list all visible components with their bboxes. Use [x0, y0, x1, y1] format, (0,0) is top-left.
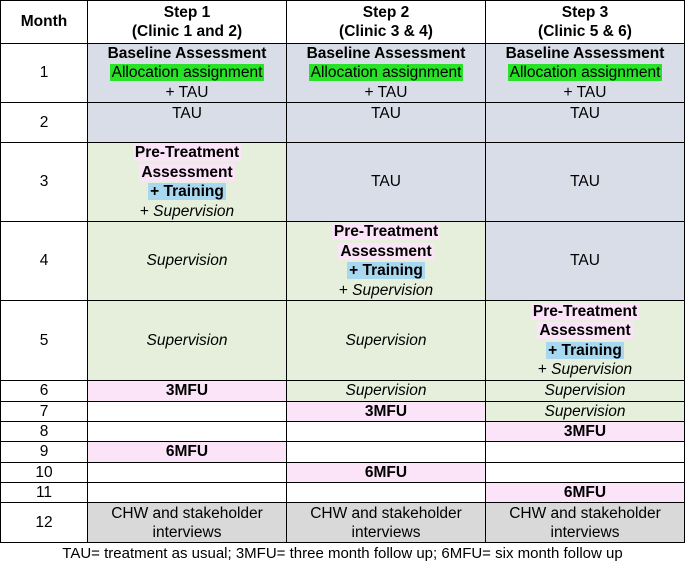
step1-month5-cell: Supervision — [88, 301, 287, 381]
step1-clinics: (Clinic 1 and 2) — [131, 23, 243, 40]
step2-month10-cell: 6MFU — [287, 462, 486, 482]
table-footnote: TAU= treatment as usual; 3MFU= three month follow up; 6MFU= six month follow up — [1, 543, 685, 562]
step2-month1-cell — [287, 44, 486, 103]
month-header: Month — [1, 1, 88, 44]
step1-month6-cell: 3MFU — [88, 381, 287, 401]
step1-header — [88, 1, 287, 44]
step2-clinics: (Clinic 3 & 4) — [339, 23, 433, 40]
step2-month3-cell: TAU — [287, 143, 486, 222]
tau-label: + TAU — [563, 83, 607, 101]
month-cell: 2 — [1, 103, 88, 143]
step1-month8-cell — [88, 421, 287, 441]
table-row — [1, 103, 685, 143]
step2-month4-cell: Pre-Treatment Assessment + Training + Supervision — [287, 222, 486, 301]
step1-month2-cell: TAU — [88, 103, 287, 143]
step3-header — [486, 1, 685, 44]
step1-month7-cell — [88, 401, 287, 421]
step2-header — [287, 1, 486, 44]
baseline-label: Baseline Assessment — [107, 45, 267, 62]
month-cell: 1 — [1, 44, 88, 103]
step3-month9-cell — [486, 442, 685, 462]
step1-month9-cell: 6MFU — [88, 442, 287, 462]
allocation-label: Allocation assignment — [111, 64, 263, 82]
table-row — [1, 462, 685, 482]
interviews-label: CHW and stakeholder — [310, 504, 462, 522]
step3-month11-cell: 6MFU — [486, 483, 685, 503]
supervision-label: Supervision — [352, 281, 434, 299]
step3-title: Step 3 — [561, 3, 609, 21]
table-row — [1, 44, 685, 103]
interviews-label: CHW and stakeholder — [509, 504, 661, 522]
tau-label: + TAU — [165, 83, 209, 101]
tau-label: + TAU — [364, 83, 408, 101]
step3-month1-cell — [486, 44, 685, 103]
month-cell: 7 — [1, 401, 88, 421]
table-row — [1, 421, 685, 441]
allocation-label: Allocation assignment — [509, 64, 661, 82]
table-row — [1, 222, 685, 301]
interviews-label: CHW and stakeholder — [111, 504, 263, 522]
month-cell: 4 — [1, 222, 88, 301]
step3-month6-cell: Supervision — [486, 381, 685, 401]
pre-treatment-label: Pre-Treatment — [333, 223, 439, 241]
step3-month3-cell: TAU — [486, 143, 685, 222]
assessment-label: Assessment — [539, 322, 631, 340]
step2-month12-cell: CHW and stakeholder interviews — [287, 503, 486, 543]
step1-month11-cell — [88, 483, 287, 503]
table-row — [1, 301, 685, 381]
step3-month5-cell: Pre-Treatment Assessment + Training + Supervision — [486, 301, 685, 381]
step3-month4-cell: TAU — [486, 222, 685, 301]
step1-title: Step 1 — [163, 3, 211, 21]
baseline-label: Baseline Assessment — [505, 45, 665, 62]
table-row — [1, 503, 685, 543]
table-row — [1, 442, 685, 462]
pre-treatment-label: Pre-Treatment — [532, 302, 638, 320]
table-row — [1, 483, 685, 503]
month-cell: 9 — [1, 442, 88, 462]
month-cell: 6 — [1, 381, 88, 401]
pre-treatment-label: Pre-Treatment — [134, 144, 240, 162]
footer-row — [1, 543, 685, 562]
step3-clinics: (Clinic 5 & 6) — [538, 23, 632, 40]
step1-month3-cell: Pre-Treatment Assessment + Training + Supervision — [88, 143, 287, 222]
assessment-label: Assessment — [340, 242, 432, 260]
step2-month6-cell: Supervision — [287, 381, 486, 401]
table-row — [1, 381, 685, 401]
assessment-label: Assessment — [141, 163, 233, 181]
training-label: + Training — [150, 183, 224, 201]
step2-month7-cell: 3MFU — [287, 401, 486, 421]
header-row — [1, 1, 685, 44]
step3-month2-cell: TAU — [486, 103, 685, 143]
step3-month8-cell: 3MFU — [486, 421, 685, 441]
month-cell: 5 — [1, 301, 88, 381]
step2-month9-cell — [287, 442, 486, 462]
month-cell: 3 — [1, 143, 88, 222]
step2-month8-cell — [287, 421, 486, 441]
month-cell: 10 — [1, 462, 88, 482]
step3-month10-cell — [486, 462, 685, 482]
month-cell: 12 — [1, 503, 88, 543]
allocation-label: Allocation assignment — [310, 64, 462, 82]
step1-month4-cell: Supervision — [88, 222, 287, 301]
step3-month7-cell: Supervision — [486, 401, 685, 421]
step1-month10-cell — [88, 462, 287, 482]
step2-title: Step 2 — [362, 3, 410, 21]
table-row — [1, 401, 685, 421]
supervision-label: Supervision — [551, 361, 633, 378]
training-label: + Training — [349, 262, 423, 280]
month-cell: 11 — [1, 483, 88, 503]
step1-month1-cell — [88, 44, 287, 103]
baseline-label: Baseline Assessment — [306, 45, 466, 62]
step1-month12-cell: CHW and stakeholder interviews — [88, 503, 287, 543]
step3-month12-cell: CHW and stakeholder interviews — [486, 503, 685, 543]
table-row — [1, 143, 685, 222]
step2-month5-cell: Supervision — [287, 301, 486, 381]
step2-month2-cell: TAU — [287, 103, 486, 143]
month-cell: 8 — [1, 421, 88, 441]
training-label: + Training — [548, 341, 622, 359]
supervision-label: Supervision — [153, 202, 235, 220]
step2-month11-cell — [287, 483, 486, 503]
